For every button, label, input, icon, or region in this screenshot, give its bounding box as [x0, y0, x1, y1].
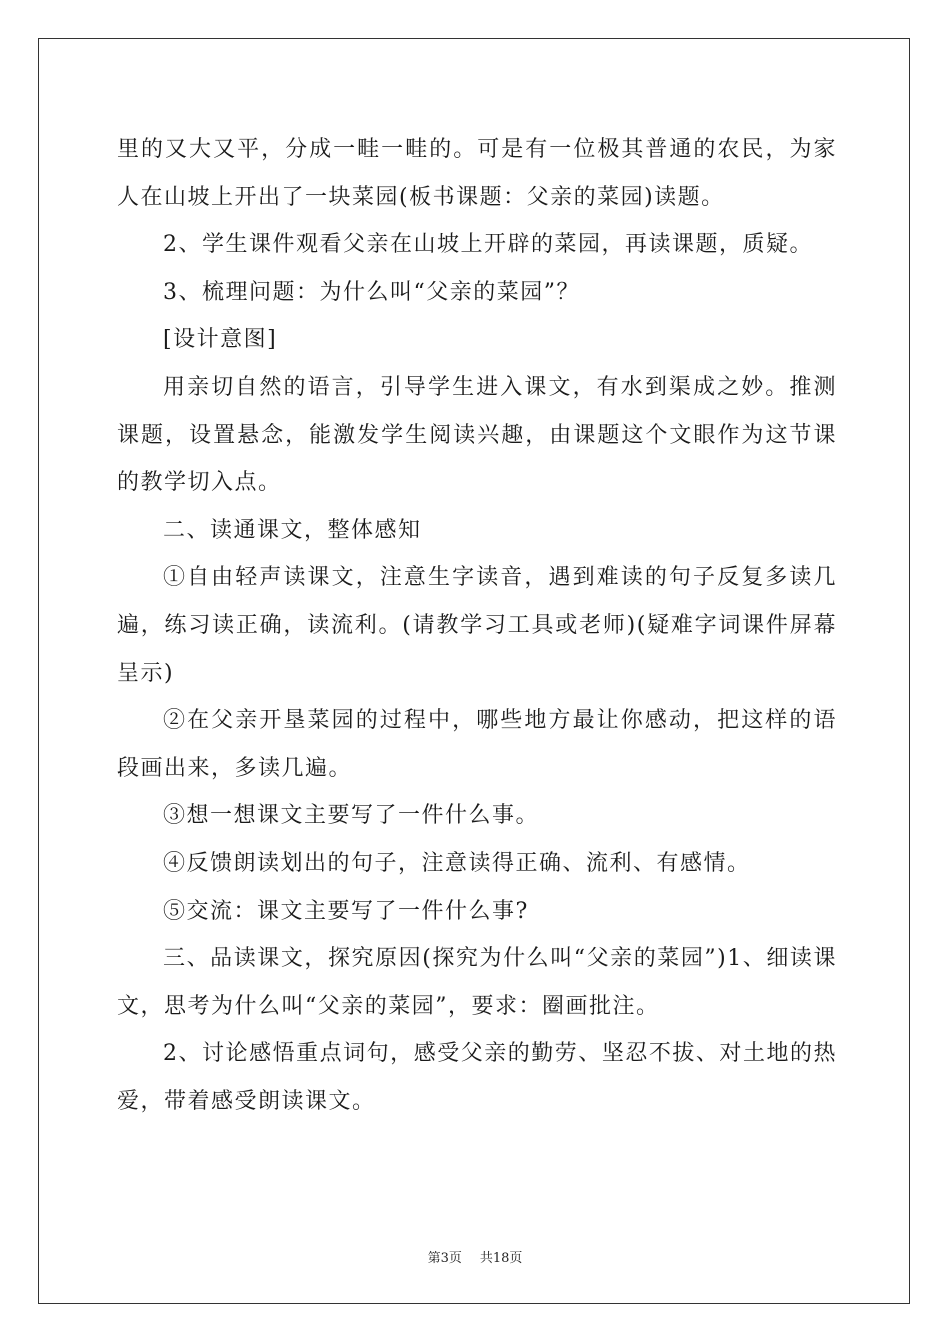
paragraph-continuation: 里的又大又平，分成一畦一畦的。可是有一位极其普通的农民，为家人在山坡上开出了一块菜园(板书课题：父亲的菜园)读题。	[117, 137, 837, 210]
document-body	[117, 126, 837, 1125]
paragraph: ②在父亲开垦菜园的过程中，哪些地方最让你感动，把这样的语段画出来，多读几遍。	[117, 708, 837, 781]
section-heading: 二、读通课文，整体感知	[163, 517, 422, 543]
page-number: 第3页	[427, 1251, 462, 1266]
paragraph: 3、梳理问题：为什么叫“父亲的菜园”？	[163, 279, 580, 305]
paragraph: [设计意图]	[163, 327, 278, 353]
section-heading: 三、品读课文，探究原因(探究为什么叫“父亲的菜园”)1、细读课文，思考为什么叫“父亲的菜园”，要求：圈画批注。	[117, 946, 837, 1019]
paragraph: 2、讨论感悟重点词句，感受父亲的勤劳、坚忍不拔、对土地的热爱，带着感受朗读课文。	[117, 1041, 837, 1114]
paragraph: ①自由轻声读课文，注意生字读音，遇到难读的句子反复多读几遍，练习读正确，读流利。(请教学习工具或老师)(疑难字词课件屏幕呈示)	[117, 565, 837, 686]
paragraph: ④反馈朗读划出的句子，注意读得正确、流利、有感情。	[163, 850, 751, 876]
page-footer	[0, 1247, 950, 1266]
paragraph: ③想一想课文主要写了一件什么事。	[163, 803, 540, 829]
paragraph: 用亲切自然的语言，引导学生进入课文，有水到渠成之妙。推测课题，设置悬念，能激发学生阅读兴趣，由课题这个文眼作为这节课的教学切入点。	[117, 374, 837, 496]
paragraph: 2、学生课件观看父亲在山坡上开辟的菜园，再读课题，质疑。	[163, 232, 813, 258]
page-total: 共18页	[479, 1251, 523, 1266]
paragraph: ⑤交流：课文主要写了一件什么事?	[163, 898, 529, 924]
